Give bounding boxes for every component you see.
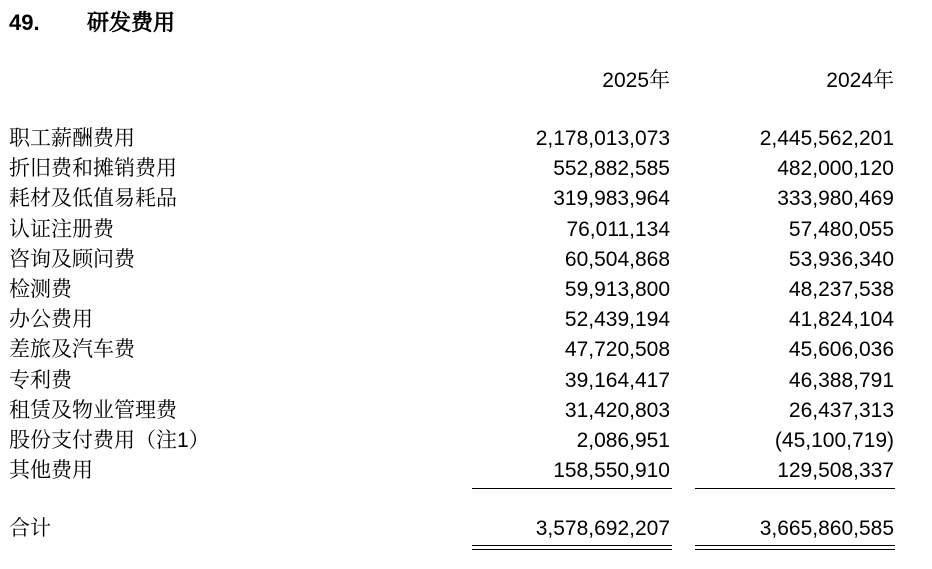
value-2025: 59,913,800	[564, 277, 670, 301]
row-label: 股份支付费用（注1）	[9, 428, 210, 452]
subtotal-rule-2025	[472, 488, 672, 489]
table-row	[0, 215, 932, 245]
row-label: 办公费用	[9, 308, 93, 332]
row-label: 租赁及物业管理费	[9, 398, 177, 422]
table-row	[0, 124, 932, 154]
expense-table	[0, 124, 932, 486]
row-label: 咨询及顾问费	[9, 247, 135, 271]
value-2024: 57,480,055	[788, 217, 894, 241]
value-2025: 31,420,803	[564, 398, 670, 422]
row-label: 检测费	[9, 277, 72, 301]
total-double-rule-bottom-2025	[472, 549, 672, 550]
value-2025: 60,504,868	[564, 247, 670, 271]
value-2024: 333,980,469	[777, 187, 894, 211]
total-value-2025: 3,578,692,207	[535, 517, 670, 540]
section-title: 研发费用	[87, 10, 176, 35]
table-row	[0, 154, 932, 184]
row-label: 职工薪酬费用	[9, 127, 135, 150]
value-2024: 26,437,313	[788, 398, 894, 422]
section-number: 49.	[9, 10, 40, 35]
row-label: 耗材及低值易耗品	[9, 187, 177, 211]
column-header-2025: 2025年	[602, 69, 670, 92]
value-2025: 158,550,910	[553, 459, 670, 483]
value-2025: 47,720,508	[564, 338, 670, 362]
value-2024: 46,388,791	[788, 368, 894, 392]
value-2025: 52,439,194	[564, 308, 670, 332]
total-row	[0, 514, 932, 544]
column-header-2024: 2024年	[826, 69, 894, 92]
table-row	[0, 275, 932, 305]
table-row	[0, 426, 932, 456]
table-row	[0, 184, 932, 214]
value-2025: 39,164,417	[564, 368, 670, 392]
value-2024: 129,508,337	[777, 459, 894, 483]
table-row	[0, 456, 932, 486]
value-2024: 48,237,538	[788, 277, 894, 301]
value-2024: 41,824,104	[788, 308, 894, 332]
row-label: 专利费	[9, 368, 72, 392]
table-row	[0, 335, 932, 365]
value-2025: 552,882,585	[553, 157, 670, 181]
value-2024: 45,606,036	[788, 338, 894, 362]
value-2024: 482,000,120	[777, 157, 894, 181]
row-label: 差旅及汽车费	[9, 338, 135, 362]
row-label: 其他费用	[9, 459, 93, 483]
total-double-rule-top-2024	[695, 545, 895, 546]
value-2024: 2,445,562,201	[759, 127, 894, 150]
table-row	[0, 245, 932, 275]
total-double-rule-top-2025	[472, 545, 672, 546]
subtotal-rule-2024	[695, 488, 895, 489]
row-label: 认证注册费	[9, 217, 114, 241]
total-double-rule-bottom-2024	[695, 549, 895, 550]
value-2025: 2,178,013,073	[535, 127, 670, 150]
table-row	[0, 305, 932, 335]
table-row	[0, 366, 932, 396]
table-row	[0, 396, 932, 426]
row-label: 折旧费和摊销费用	[9, 157, 177, 181]
value-2025: 76,011,134	[566, 217, 670, 241]
value-2025: 319,983,964	[553, 187, 670, 211]
value-2024: (45,100,719)	[774, 428, 894, 452]
value-2024: 53,936,340	[788, 247, 894, 271]
total-label: 合计	[9, 517, 51, 540]
value-2025: 2,086,951	[576, 428, 670, 452]
total-value-2024: 3,665,860,585	[759, 517, 894, 540]
